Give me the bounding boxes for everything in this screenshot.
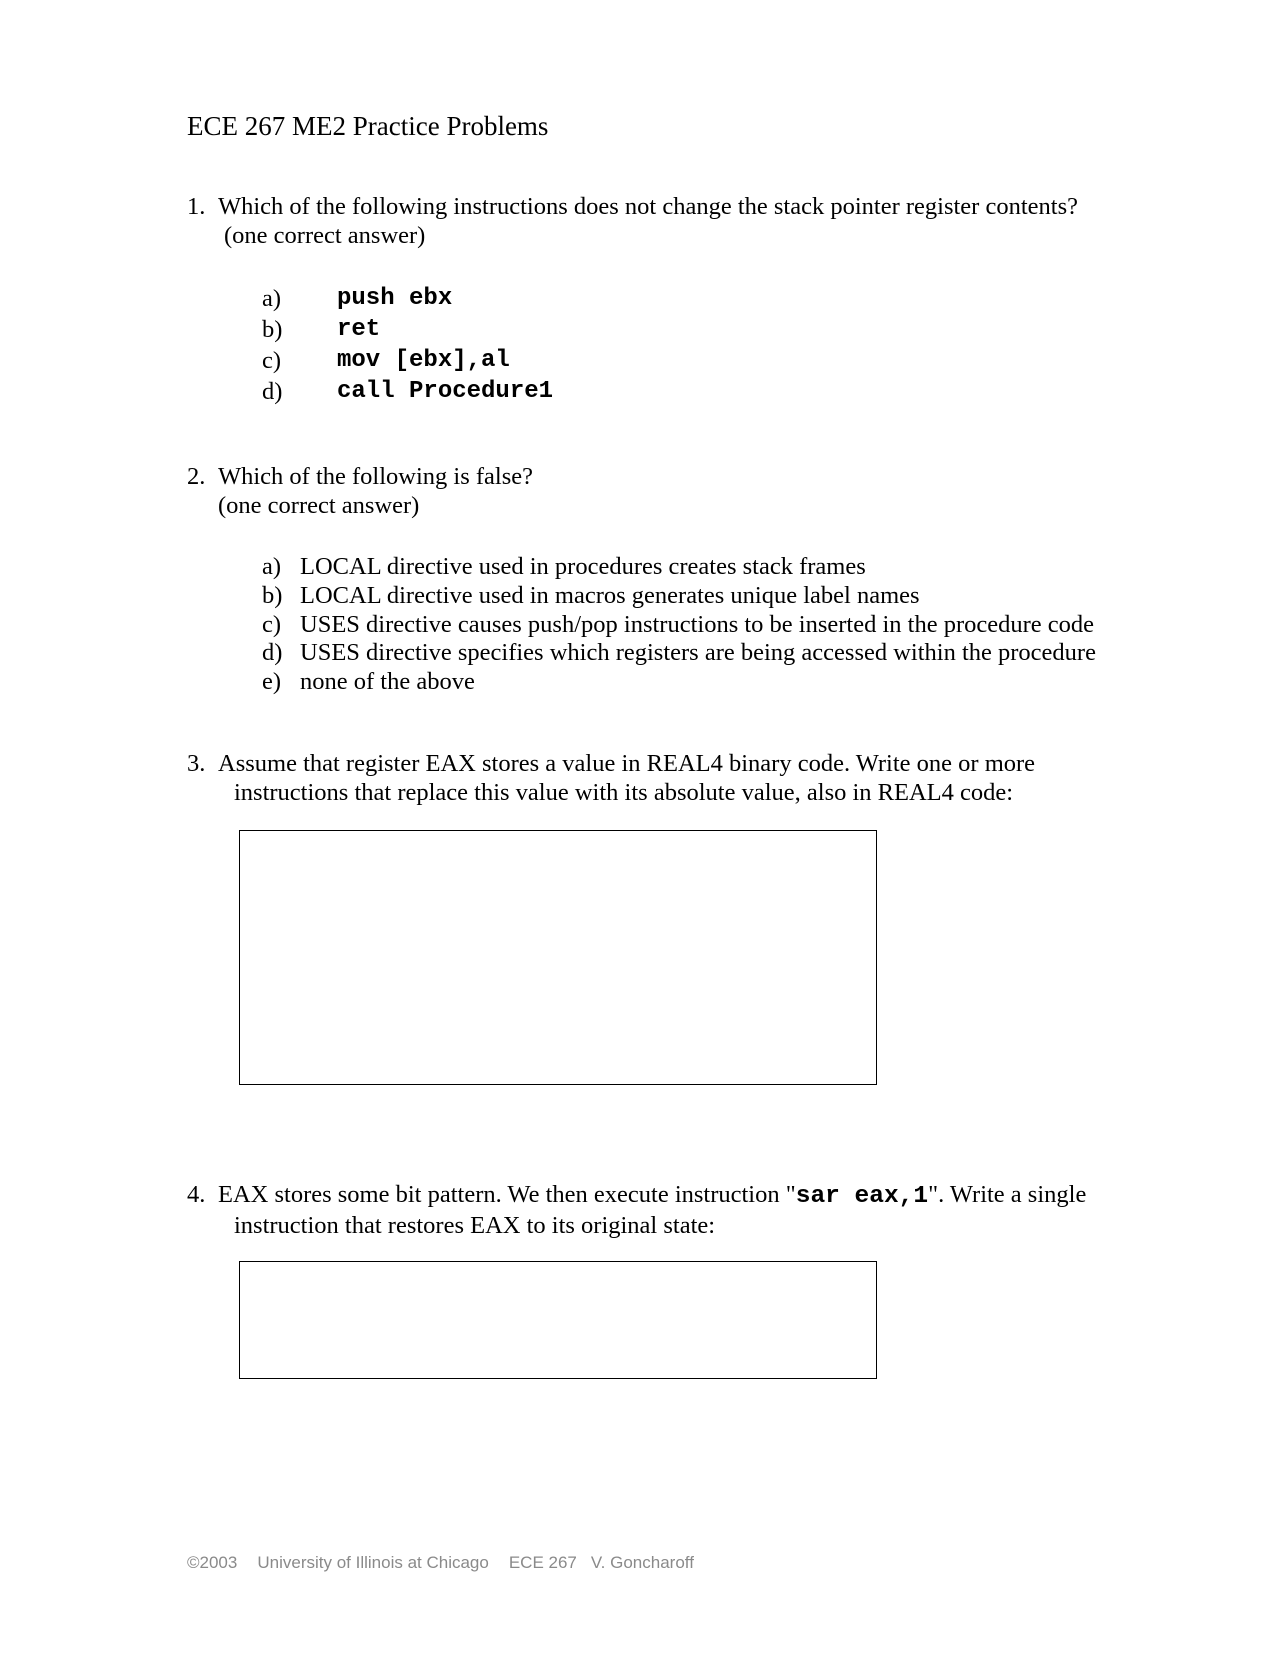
question-text: Assume that register EAX stores a value in REAL4 binary code. Write one or more (218, 750, 1036, 777)
option-a (262, 553, 1096, 582)
question-text: Which of the following instructions does not change the stack pointer register contents? (218, 193, 1078, 220)
option-letter: a) (262, 285, 282, 312)
question-subtext: (one correct answer) (218, 492, 420, 519)
option-code: ret (337, 316, 381, 343)
option-letter: b) (262, 581, 283, 609)
footer-institution: University of Illinois at Chicago (257, 1553, 489, 1572)
option-text: USES directive causes push/pop instructions to be inserted in the procedure code (300, 610, 1095, 638)
option-letter: c) (262, 347, 282, 374)
option-text: USES directive specifies which registers are being accessed within the procedure (300, 639, 1096, 667)
option-letter: d) (262, 639, 283, 667)
question-3 (187, 749, 1035, 807)
option-letter: c) (262, 610, 282, 638)
question-4 (187, 1180, 1086, 1240)
answer-box-question-4[interactable] (239, 1261, 877, 1379)
question-1 (187, 192, 1078, 250)
option-c (262, 611, 1096, 640)
option-letter: d) (262, 378, 283, 405)
footer-course: ECE 267 (508, 1553, 577, 1572)
question-1-options (262, 283, 553, 407)
question-text: Which of the following is false? (218, 463, 534, 490)
option-d (262, 639, 1096, 668)
option-text: LOCAL directive used in procedures creates stack frames (300, 553, 866, 580)
option-text: LOCAL directive used in macros generates unique label names (300, 581, 920, 609)
page-footer (187, 1553, 694, 1573)
answer-box-question-3[interactable] (239, 830, 877, 1085)
question-number: 1. (187, 193, 206, 220)
option-c (262, 345, 553, 376)
option-letter: b) (262, 316, 283, 343)
question-number: 2. (187, 463, 206, 490)
option-code: call Procedure1 (337, 378, 554, 405)
option-e (262, 668, 1096, 697)
option-b (262, 582, 1096, 611)
inline-code: sar eax,1 (795, 1183, 929, 1210)
question-text: EAX stores some bit pattern. We then execute instruction " (218, 1181, 796, 1208)
option-a (262, 283, 553, 314)
footer-copyright: ©2003 (187, 1553, 238, 1572)
footer-author: V. Goncharoff (590, 1553, 694, 1572)
option-text: none of the above (300, 668, 475, 696)
question-text-line2: instructions that replace this value with its absolute value, also in REAL4 code: (234, 779, 1014, 806)
option-letter: a) (262, 553, 282, 580)
question-text-end: ". Write a single (928, 1181, 1087, 1208)
question-subtext: (one correct answer) (224, 222, 426, 249)
option-letter: e) (262, 668, 282, 696)
question-number: 3. (187, 750, 206, 777)
question-text-line2: instruction that restores EAX to its original state: (234, 1212, 716, 1239)
option-b (262, 314, 553, 345)
question-number: 4. (187, 1181, 206, 1208)
option-code: push ebx (337, 285, 453, 312)
option-d (262, 376, 553, 407)
question-2 (187, 462, 533, 520)
option-code: mov [ebx],al (337, 347, 510, 374)
question-2-options (262, 553, 1096, 697)
page-title: ECE 267 ME2 Practice Problems (187, 111, 549, 141)
